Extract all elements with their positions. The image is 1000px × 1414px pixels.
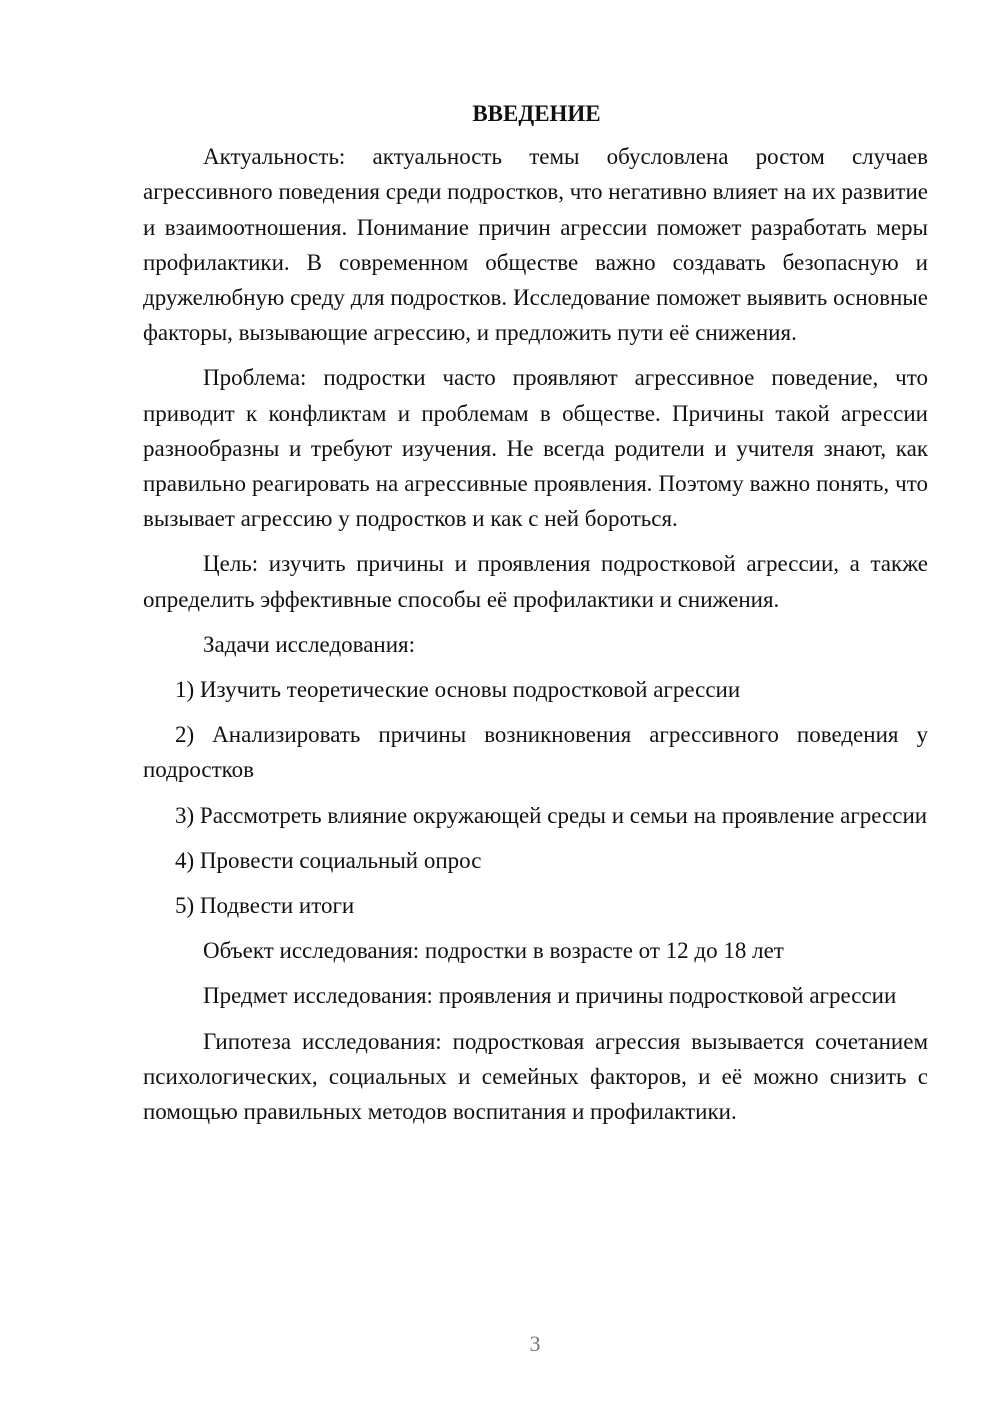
page-number: 3 [529, 1331, 541, 1356]
document-page [143, 96, 928, 1139]
relevance-paragraph: Актуальность: актуальность темы обусловлена ростом случаев агрессивного поведения среди подростков, что негативно влияет на их развитие и взаимоотношения. Понимание причин агрессии поможет разработать меры профилактики. В современном обществе важно создавать безопасную и дружелюбную среду для подростков. Исследование поможет выявить основные факторы, вызывающие агрессию, и предложить пути её снижения. [143, 144, 928, 346]
task-item: 3) Рассмотреть влияние окружающей среды и семьи на проявление агрессии [175, 802, 928, 828]
goal-paragraph: Цель: изучить причины и проявления подростковой агрессии, а также определить эффективные способы её профилактики и снижения. [143, 551, 928, 612]
task-item: 2) Анализировать причины возникновения агрессивного поведения у подростков [143, 722, 928, 783]
section-title: ВВЕДЕНИЕ [472, 101, 601, 126]
hypothesis-paragraph: Гипотеза исследования: подростковая агрессия вызывается сочетанием психологических, социальных и семейных факторов, и её можно снизить с помощью правильных методов воспитания и профилактики. [143, 1028, 928, 1125]
tasks-heading: Задачи исследования: [203, 631, 416, 657]
task-item: 1) Изучить теоретические основы подростковой агрессии [175, 677, 741, 703]
task-item: 4) Провести социальный опрос [175, 847, 482, 873]
task-item: 5) Подвести итоги [175, 893, 355, 919]
subject-paragraph: Предмет исследования: проявления и причины подростковой агрессии [203, 983, 897, 1009]
object-paragraph: Объект исследования: подростки в возрасте от 12 до 18 лет [203, 938, 784, 964]
problem-paragraph: Проблема: подростки часто проявляют агрессивное поведение, что приводит к конфликтам и проблемам в обществе. Причины такой агрессии разнообразны и требуют изучения. Не всегда родители и учителя знают, как правильно реагировать на агрессивные проявления. Поэтому важно понять, что вызывает агрессию у подростков и как с ней бороться. [143, 365, 928, 532]
